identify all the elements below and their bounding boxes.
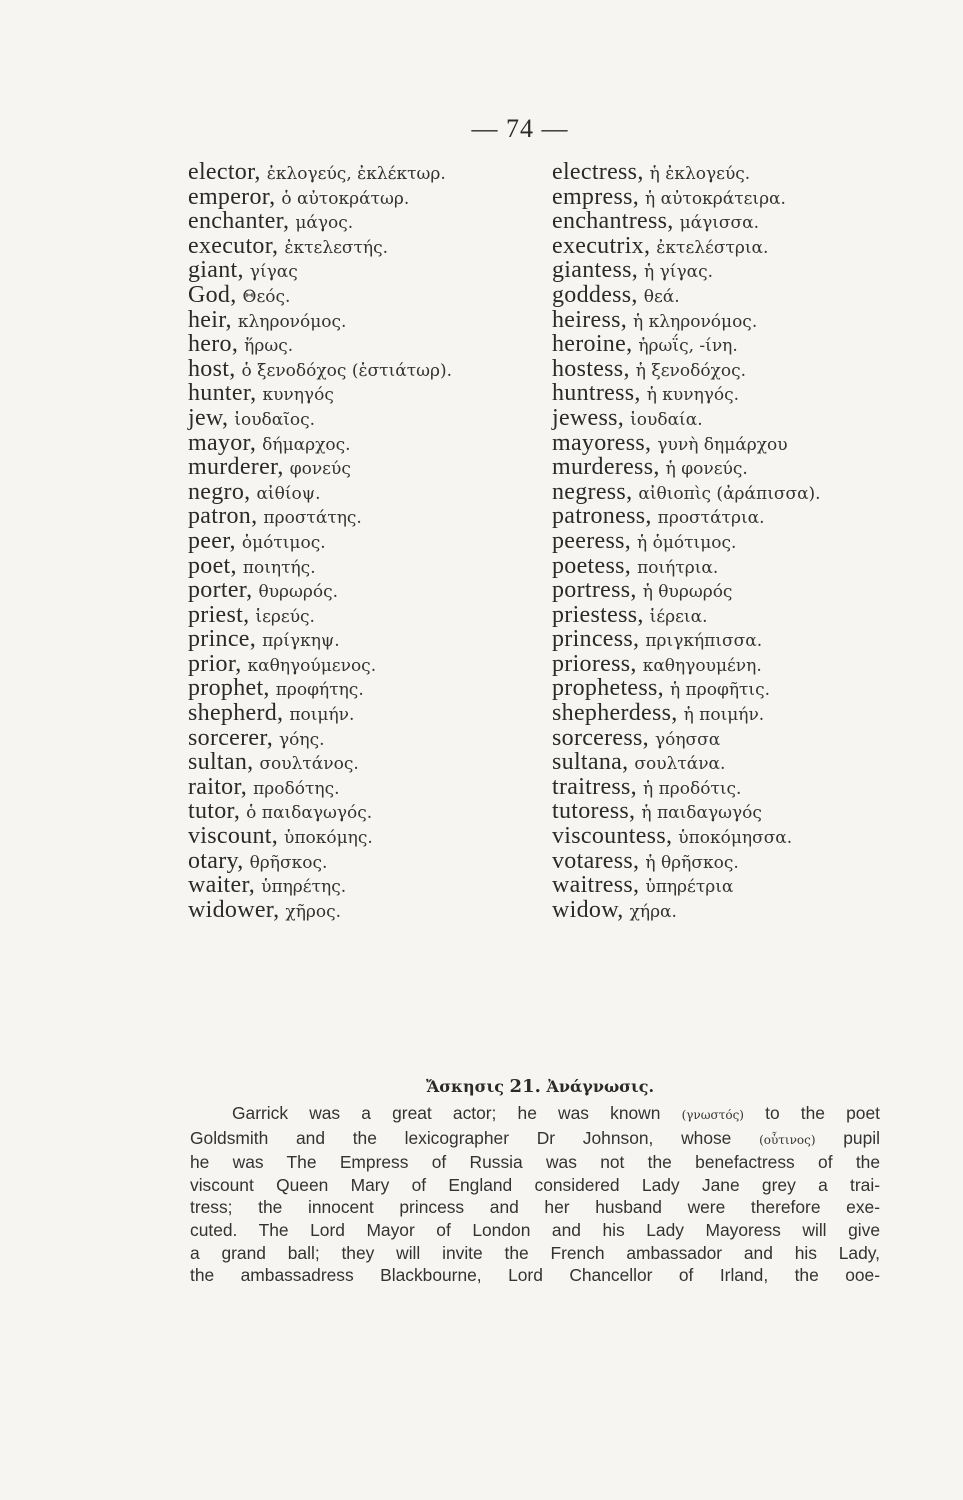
english-word: tutor,	[188, 798, 241, 825]
word-entry	[188, 258, 452, 283]
feminine-word-list	[552, 160, 821, 922]
greek-translation: ἡ ποιμήν.	[683, 705, 765, 726]
english-word: sorceress,	[552, 724, 649, 751]
word-entry	[552, 529, 821, 554]
word-entry	[552, 406, 821, 431]
english-word: shepherd,	[188, 700, 284, 727]
greek-translation: ποιητής.	[242, 557, 316, 578]
greek-translation: γυνὴ δημάρχου	[657, 434, 788, 455]
greek-translation: γόησσα	[654, 729, 721, 750]
english-word: raitor,	[188, 773, 248, 800]
greek-translation: χήρα.	[629, 901, 677, 922]
english-word: waiter,	[188, 872, 256, 899]
english-word: negro,	[188, 478, 251, 505]
greek-translation: ἡ κυνηγός.	[646, 385, 740, 406]
word-entry	[188, 504, 452, 529]
word-entry	[552, 185, 821, 210]
greek-translation: ὑπηρέτρια	[645, 877, 734, 898]
masculine-word-list	[188, 160, 452, 922]
english-word: prioress,	[552, 650, 637, 677]
english-word: elector,	[188, 159, 261, 185]
word-entry	[188, 283, 452, 308]
english-word: hostess,	[552, 355, 630, 382]
reading-passage	[190, 1102, 880, 1287]
greek-translation: ἡ θρῆσκος.	[645, 852, 739, 873]
english-word: negress,	[552, 478, 633, 505]
greek-translation: κληρονόμος.	[237, 311, 347, 332]
english-word: host,	[188, 355, 236, 382]
english-word: mayoress,	[552, 429, 652, 456]
greek-translation: ἡ γίγας.	[644, 262, 714, 283]
english-word: enchanter,	[188, 208, 290, 235]
word-entry	[188, 849, 452, 874]
exercise-subtitle: Ἀνάγνωσις.	[546, 1077, 655, 1096]
greek-translation: ἡ ὁμότιμος.	[637, 532, 737, 553]
word-entry	[552, 234, 821, 259]
english-word: murderer,	[188, 454, 284, 481]
word-entry	[188, 332, 452, 357]
greek-translation: ποιήτρια.	[637, 557, 719, 578]
word-entry	[552, 504, 821, 529]
word-entry	[552, 701, 821, 726]
word-entry	[552, 480, 821, 505]
word-entry	[188, 676, 452, 701]
word-entry	[188, 406, 452, 431]
english-word: God,	[188, 281, 237, 308]
greek-translation: γόης.	[279, 729, 325, 750]
greek-translation: φονεύς	[289, 459, 351, 480]
word-entry	[188, 160, 452, 185]
word-entry	[552, 750, 821, 775]
greek-translation: θυρωρός.	[258, 582, 339, 603]
word-entry	[188, 578, 452, 603]
english-word: prince,	[188, 626, 257, 653]
word-entry	[188, 209, 452, 234]
word-entry	[552, 258, 821, 283]
word-entry	[552, 676, 821, 701]
english-word: heiress,	[552, 306, 628, 333]
english-word: electress,	[552, 159, 644, 185]
english-word: shepherdess,	[552, 700, 678, 727]
greek-translation: αἰθίοψ.	[256, 483, 321, 504]
greek-translation: ὑπηρέτης.	[261, 877, 347, 898]
passage-line-8: the ambassadress Blackbourne, Lord Chancellor of Irland, the ooe-	[190, 1265, 880, 1286]
greek-translation: ἡ ξενοδόχος.	[635, 360, 747, 381]
greek-translation: ἡ παιδαγωγός	[641, 803, 762, 824]
english-word: traitress,	[552, 773, 637, 800]
word-entry	[188, 750, 452, 775]
english-word: poet,	[188, 552, 237, 579]
greek-translation: ἰουδαῖος.	[234, 409, 316, 430]
word-entry	[552, 357, 821, 382]
word-entry	[188, 431, 452, 456]
greek-translation: ὁμότιμος.	[241, 532, 326, 553]
word-entry	[552, 554, 821, 579]
english-word: peeress,	[552, 527, 632, 554]
word-entry	[188, 701, 452, 726]
english-word: executrix,	[552, 232, 651, 259]
english-word: princess,	[552, 626, 640, 653]
greek-translation: ἡ ἐκλογεύς.	[649, 164, 751, 184]
greek-translation: ποιμήν.	[289, 705, 355, 726]
word-entry	[188, 308, 452, 333]
greek-translation: ἐκτελεστής.	[284, 237, 389, 258]
greek-translation: γίγας	[249, 262, 298, 283]
word-entry	[552, 431, 821, 456]
english-word: goddess,	[552, 281, 638, 308]
greek-translation: ἱέρεια.	[649, 606, 708, 627]
word-entry	[552, 873, 821, 898]
english-word: priestess,	[552, 601, 644, 628]
greek-translation: πρίγκηψ.	[262, 631, 340, 652]
word-entry	[552, 381, 821, 406]
passage-line-3: he was The Empress of Russia was not the benefactress of the	[190, 1152, 880, 1173]
word-entry	[552, 849, 821, 874]
greek-translation: προδότης.	[253, 778, 340, 799]
greek-translation: θρῆσκος.	[249, 852, 328, 873]
word-entry	[552, 209, 821, 234]
greek-translation: ὁ παιδαγωγός.	[246, 803, 373, 824]
greek-translation: ἡ προδότις.	[642, 778, 742, 799]
word-entry	[188, 627, 452, 652]
word-entry	[552, 160, 821, 185]
english-word: widower,	[188, 896, 280, 923]
word-entry	[552, 726, 821, 751]
english-word: sorcerer,	[188, 724, 274, 751]
word-entry	[552, 332, 821, 357]
page-number: — 74 —	[471, 114, 569, 143]
greek-translation: ἐκλογεύς, ἐκλέκτωρ.	[266, 164, 446, 184]
word-entry	[188, 357, 452, 382]
english-word: giantess,	[552, 257, 639, 284]
greek-translation: ὁ αὐτοκράτωρ.	[281, 188, 410, 209]
english-word: jewess,	[552, 404, 625, 431]
word-entry	[188, 455, 452, 480]
passage-line-7: a grand ball; they will invite the French ambassador and his Lady,	[190, 1242, 880, 1263]
greek-translation: ἡ φονεύς.	[665, 459, 748, 480]
word-entry	[552, 455, 821, 480]
word-entry	[188, 799, 452, 824]
greek-translation: σουλτάνος.	[259, 754, 359, 775]
word-entry	[552, 824, 821, 849]
english-word: viscountess,	[552, 823, 673, 850]
word-entry	[552, 652, 821, 677]
greek-translation: σουλτάνα.	[634, 754, 726, 775]
word-entry	[188, 529, 452, 554]
english-word: enchantress,	[552, 208, 674, 235]
word-entry	[188, 898, 452, 923]
english-word: murderess,	[552, 454, 660, 481]
english-word: giant,	[188, 257, 244, 284]
word-entry	[552, 308, 821, 333]
english-word: otary,	[188, 847, 244, 874]
greek-translation: ἱερεύς.	[255, 606, 315, 627]
greek-translation: προφήτης.	[275, 680, 364, 701]
english-word: hero,	[188, 331, 239, 358]
greek-translation: ὑποκόμης.	[284, 828, 373, 849]
english-word: patron,	[188, 503, 258, 530]
passage-line-1: Garrick was a great actor; he was known (γνωστός) to the poet	[232, 1103, 880, 1123]
english-word: tutoress,	[552, 798, 636, 825]
english-word: emperor,	[188, 183, 276, 210]
word-entry	[552, 603, 821, 628]
greek-translation: ἰουδαία.	[630, 409, 703, 430]
english-word: viscount,	[188, 823, 279, 850]
greek-translation: ἡ αὐτοκράτειρα.	[645, 188, 786, 209]
word-entry	[188, 652, 452, 677]
word-entry	[552, 627, 821, 652]
word-entry	[552, 283, 821, 308]
word-entry	[188, 185, 452, 210]
greek-translation: ὁ ξενοδόχος (ἑστιάτωρ).	[241, 360, 453, 381]
word-entry	[552, 898, 821, 923]
greek-translation: ἡ κληρονόμος.	[633, 311, 758, 332]
english-word: peer,	[188, 527, 236, 554]
english-word: prophet,	[188, 675, 270, 702]
english-word: patroness,	[552, 503, 652, 530]
english-word: porter,	[188, 577, 253, 604]
greek-translation: Θεός.	[242, 286, 291, 307]
word-entry	[188, 381, 452, 406]
english-word: empress,	[552, 183, 640, 210]
greek-translation: καθηγουμένη.	[642, 655, 762, 676]
word-entry	[188, 480, 452, 505]
greek-translation: χῆρος.	[285, 901, 342, 922]
greek-translation: θεά.	[643, 286, 680, 307]
english-word: heir,	[188, 306, 232, 333]
passage-line-2: Goldsmith and the lexicographer Dr Johnson, whose (οὗτινος) pupil	[190, 1127, 881, 1148]
word-entry	[188, 775, 452, 800]
english-word: jew,	[188, 404, 229, 431]
word-entry	[552, 775, 821, 800]
greek-translation: προστάτρια.	[657, 508, 765, 529]
word-entry	[188, 873, 452, 898]
english-word: priest,	[188, 601, 250, 628]
english-word: prophetess,	[552, 675, 664, 702]
greek-translation: ἥρως.	[244, 336, 294, 357]
greek-translation: πριγκήπισσα.	[645, 631, 763, 652]
english-word: portress,	[552, 577, 637, 604]
word-entry	[188, 603, 452, 628]
english-word: huntress,	[552, 380, 641, 407]
greek-translation: ἡ θυρωρός	[642, 582, 733, 603]
english-word: votaress,	[552, 847, 640, 874]
greek-translation: ὑποκόμησσα.	[678, 828, 793, 849]
english-word: poetess,	[552, 552, 632, 579]
passage-line-5: tress; the innocent princess and her husband were therefore exe-	[190, 1197, 880, 1218]
greek-translation: ἡρωΐς, -ίνη.	[638, 336, 738, 357]
english-word: sultana,	[552, 749, 629, 776]
english-word: executor,	[188, 232, 279, 259]
greek-translation: κυνηγός	[262, 385, 334, 406]
greek-translation: προστάτης.	[263, 508, 362, 529]
greek-translation: μάγισσα.	[679, 213, 760, 234]
word-entry	[188, 726, 452, 751]
word-entry	[552, 799, 821, 824]
greek-translation: μάγος.	[295, 213, 354, 234]
greek-translation: ἐκτελέστρια.	[656, 237, 769, 258]
exercise-heading	[0, 1076, 963, 1097]
english-word: heroine,	[552, 331, 633, 358]
word-entry	[188, 554, 452, 579]
greek-translation: καθηγούμενος.	[247, 655, 377, 676]
passage-line-6: cuted. The Lord Mayor of London and his Lady Mayoress will give	[190, 1219, 880, 1240]
passage-line-4: viscount Queen Mary of England considered Lady Jane grey a trai-	[190, 1174, 880, 1195]
greek-translation: δήμαρχος.	[262, 434, 351, 455]
greek-translation: ἡ προφῆτις.	[669, 680, 771, 701]
greek-translation: αἰθιοπὶς (ἀράπισσα).	[638, 483, 821, 504]
english-word: hunter,	[188, 380, 257, 407]
english-word: waitress,	[552, 872, 640, 899]
word-entry	[188, 824, 452, 849]
english-word: widow,	[552, 896, 624, 923]
word-entry	[188, 234, 452, 259]
word-entry	[552, 578, 821, 603]
english-word: sultan,	[188, 749, 254, 776]
exercise-label: Ἄσκησις	[425, 1077, 504, 1096]
exercise-number: 21.	[509, 1076, 541, 1097]
english-word: prior,	[188, 650, 242, 677]
english-word: mayor,	[188, 429, 257, 456]
